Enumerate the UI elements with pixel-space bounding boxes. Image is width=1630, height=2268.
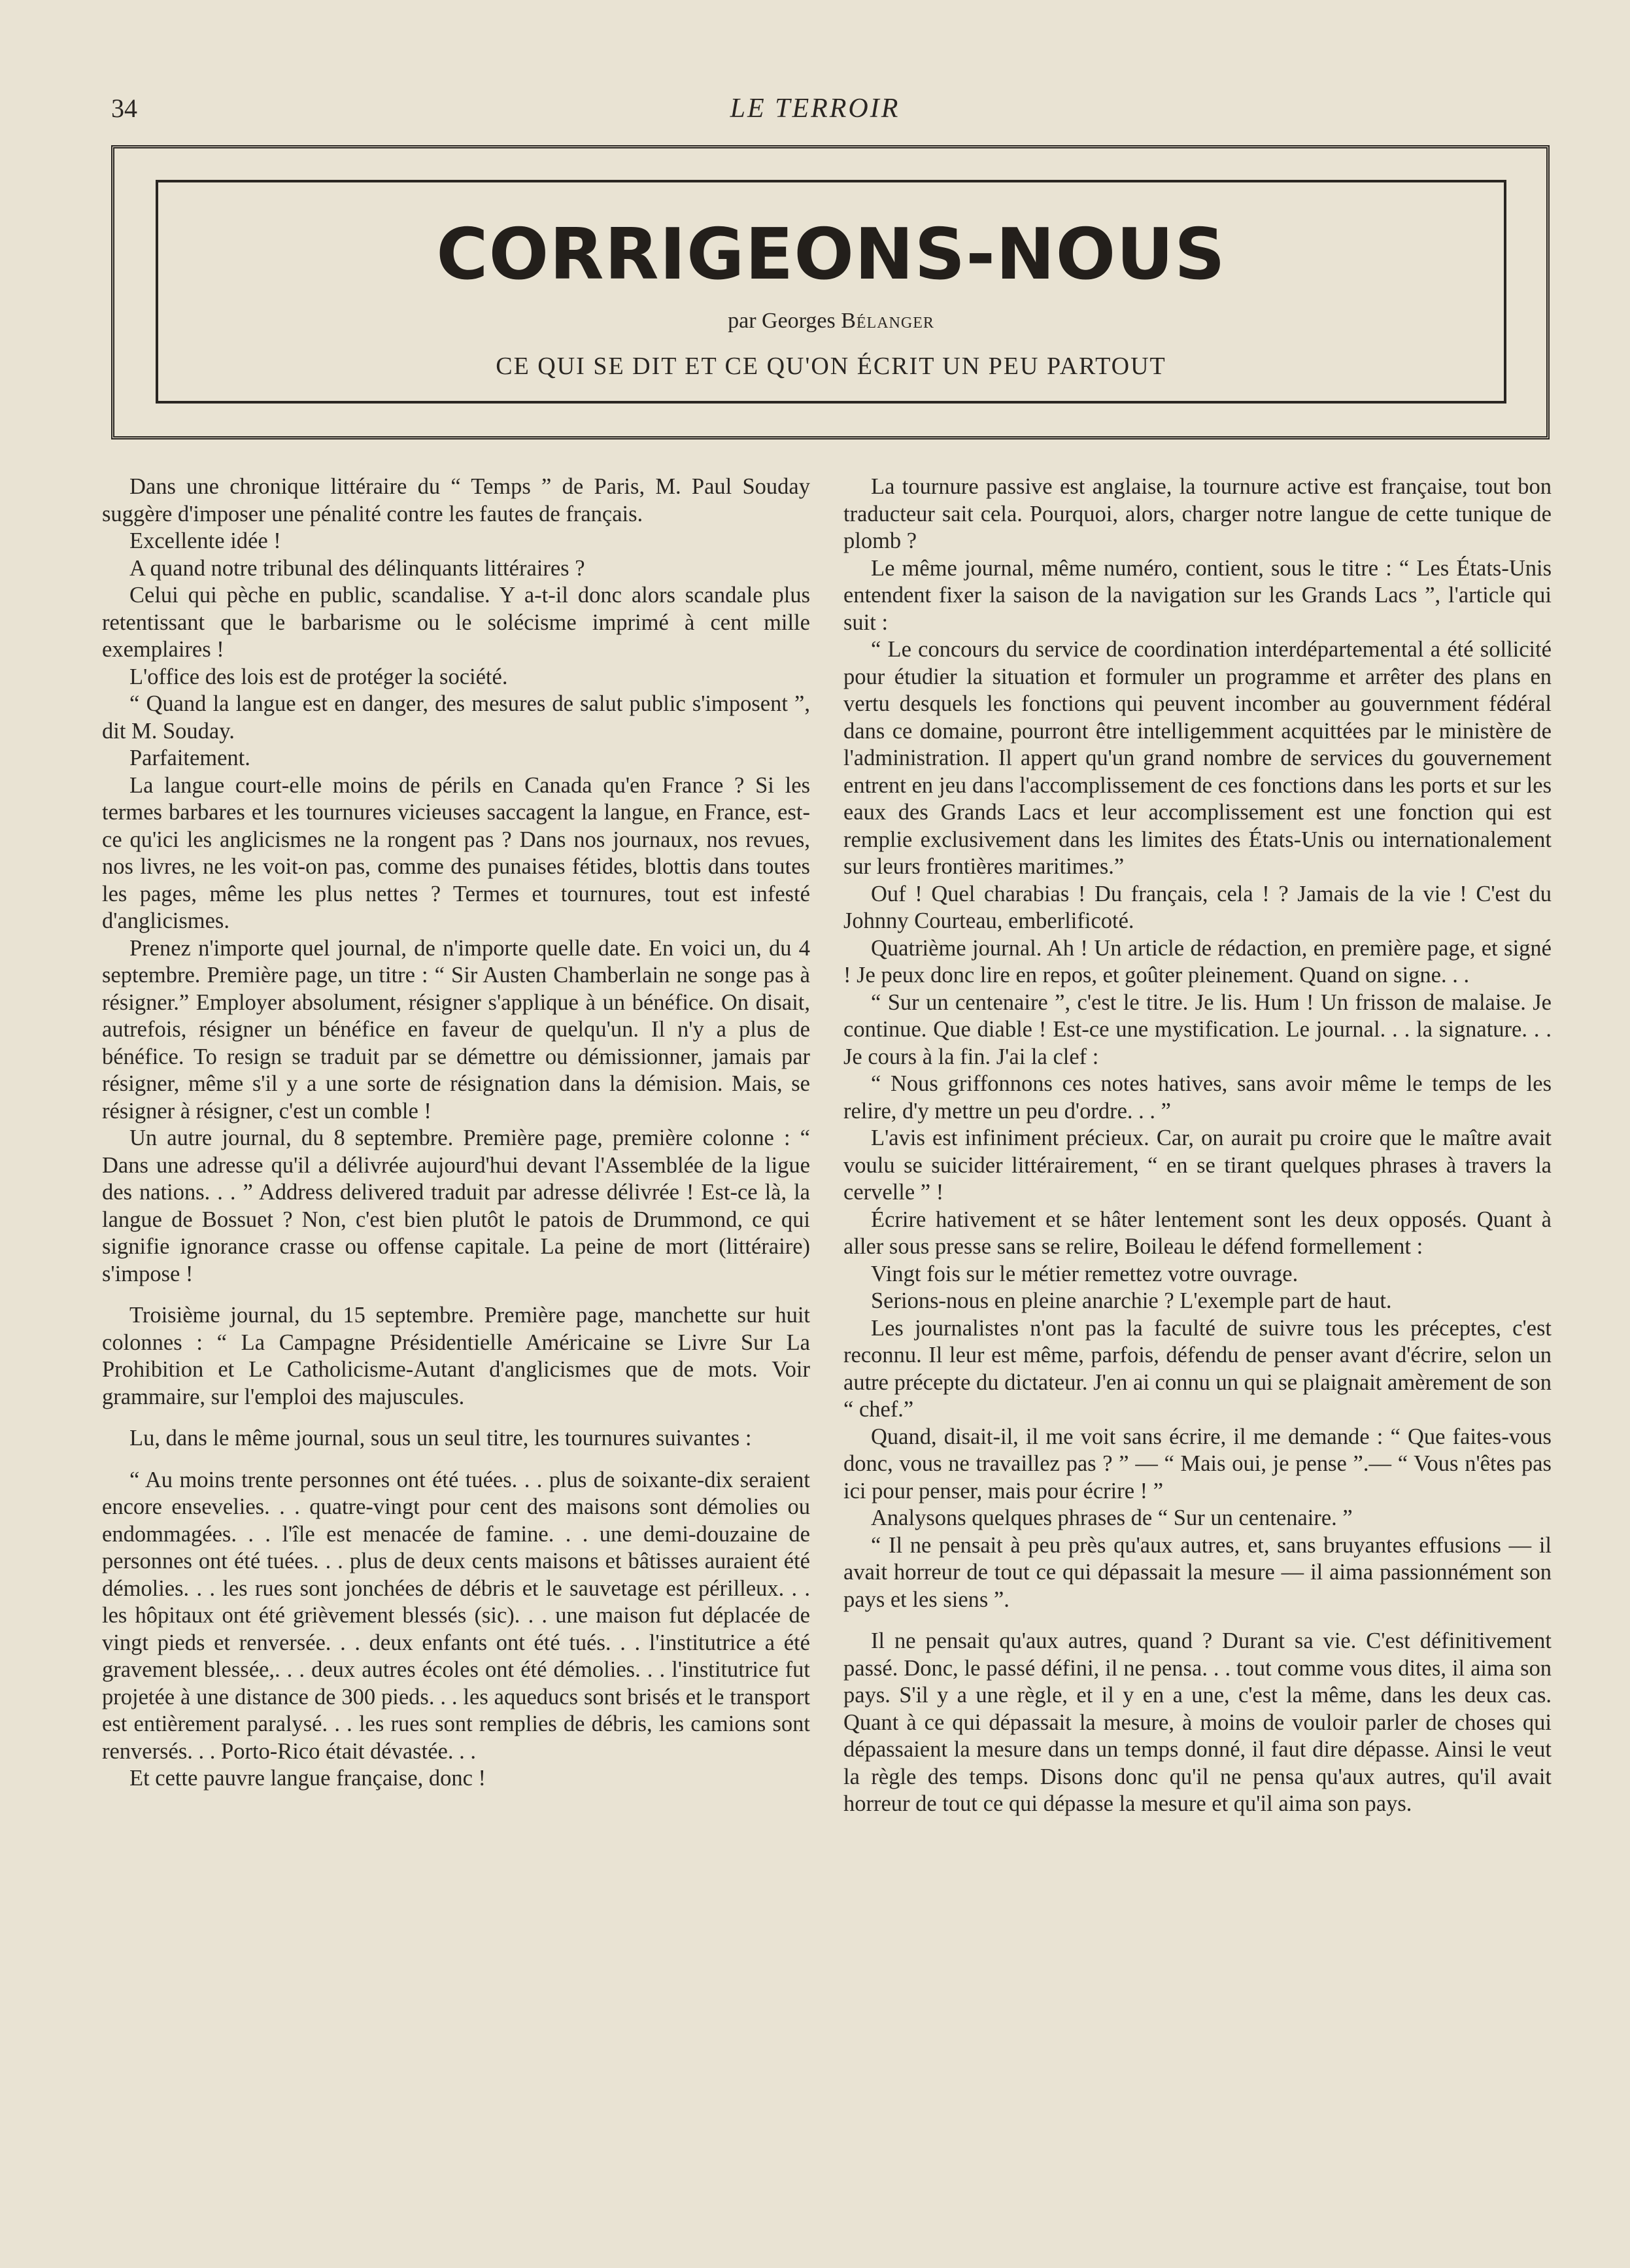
title-frame	[156, 180, 1506, 404]
paragraph: L'avis est infiniment précieux. Car, on aurait pu croire que le maître avait voulu se suicider littérairement, “ en se tirant quelques phrases à travers la cervelle ” !	[843, 1125, 1552, 1205]
article-title: CORRIGEONS-NOUS	[436, 214, 1226, 296]
paragraph: La tournure passive est anglaise, la tournure active est française, tout bon traducteur sait cela. Pourquoi, alors, charger notre langue de cette tunique de plomb ?	[843, 474, 1552, 553]
paragraph: Excellente idée !	[129, 528, 281, 553]
verse-quote: Vingt fois sur le métier remettez votre ouvrage.	[871, 1261, 1299, 1286]
paragraph: Celui qui pèche en public, scandalise. Y a-t-il donc alors scandale plus retentissant que le barbarisme ou le solécisme imprimé à cent mille exemplaires !	[102, 583, 810, 662]
quotation: “ Au moins trente personnes ont été tuées. . . plus de soixante-dix seraient encore ensevelies. . . quatre-vingt pour cent des maisons sont démolies ou endommagées. . . l'île est menacée de famine. . . une demi-douzaine de personnes ont été tuées. . . plus de deux cents maisons et bâtisses auraient été démolies. . . les rues sont jonchées de débris et le sauvetage est périlleux. . . les hôpitaux ont été grièvement blessés (sic). . . une maison fut déplacée de vingt pieds et renversée. . . deux enfants ont été tués. . . l'institutrice a été gravement blessée,. . . deux autres écoles ont été démolies. . . l'institutrice fut projetée à une distance de 300 pieds. . . les aqueducs sont brisés et le transport est entièrement paralysé. . . les rues sont remplies de débris, les camions sont renversés. . . Porto-Rico était dévastée. . .	[102, 1467, 810, 1764]
quotation: “ Il ne pensait à peu près qu'aux autres, et, sans bruyantes effusions — il avait horreur de tout ce qui dépassait la mesure — il aima passionnément son pays et les siens ”.	[843, 1532, 1552, 1612]
paragraph: Un autre journal, du 8 septembre. Première page, première colonne : “ Dans une adresse qu'il a délivrée aujourd'hui devant l'Assemblée de la ligue des nations. . . ” Address delivered traduit par adresse délivrée ! Est-ce là, la langue de Bossuet ? Non, c'est bien plutôt le patois de Drummond, ce qui signifie ignorance crasse ou offense capitale. La peine de mort (littéraire) s'impose !	[102, 1125, 810, 1286]
byline-author: Bélanger	[841, 308, 934, 333]
paragraph: “ Sur un centenaire ”, c'est le titre. Je lis. Hum ! Un frisson de malaise. Je continue. Que diable ! Est-ce une mystification. Le journal. . . la signature. . . Je cours à la fin. J'ai la clef :	[843, 989, 1552, 1069]
paragraph: Écrire hativement et se hâter lentement sont les deux opposés. Quant à aller sous presse sans se relire, Boileau le défend formellement :	[843, 1207, 1552, 1259]
paragraph: Il ne pensait qu'aux autres, quand ? Durant sa vie. C'est définitivement passé. Donc, le passé défini, il ne pensa. . . tout comme vous dites, il aima son pays. S'il y a une règle, et il y en a une, c'est la même, dans les deux cas. Quant à ce qui dépassait la mesure, à moins de vouloir parler de choses qui dépassaient la mesure dans un temps donné, il faut dire dépasse. Ainsi le veut la règle des temps. Disons donc qu'il ne pensa qu'aux autres, qu'il avait horreur de tout ce qui dépasse la mesure et qu'il aima son pays.	[843, 1628, 1552, 1816]
running-head	[111, 93, 1519, 126]
paragraph: “ Quand la langue est en danger, des mesures de salut public s'imposent ”, dit M. Souday.	[102, 691, 810, 744]
paragraph: A quand notre tribunal des délinquants littéraires ?	[129, 555, 585, 581]
left-column	[102, 473, 810, 1793]
paragraph: Parfaitement.	[129, 746, 250, 770]
byline-prefix: par Georges	[728, 308, 836, 333]
journal-title: LE TERROIR	[730, 94, 900, 124]
paragraph: Le même journal, même numéro, contient, sous le titre : “ Les États-Unis entendent fixer la saison de la navigation sur les Grands Lacs ”, l'article qui suit :	[843, 555, 1552, 635]
paragraph: L'office des lois est de protéger la société.	[129, 664, 508, 689]
paragraph: Serions-nous en pleine anarchie ? L'exemple part de haut.	[871, 1288, 1392, 1313]
right-column	[843, 473, 1552, 1818]
article-subtitle: CE QUI SE DIT ET CE QU'ON ÉCRIT UN PEU PARTOUT	[496, 352, 1166, 380]
paragraph: Ouf ! Quel charabias ! Du français, cela ! ? Jamais de la vie ! C'est du Johnny Courteau, emberlificoté.	[843, 881, 1552, 933]
page-number: 34	[111, 94, 137, 123]
paragraph: Troisième journal, du 15 septembre. Première page, manchette sur huit colonnes : “ La Campagne Présidentielle Américaine se Livre Sur La Prohibition et Le Catholicisme-Autant d'anglicismes que de mots. Voir grammaire, sur l'emploi des majuscules.	[102, 1303, 810, 1409]
paragraph: Prenez n'importe quel journal, de n'importe quelle date. En voici un, du 4 septembre. Première page, un titre : “ Sir Austen Chamberlain ne songe pas à résigner.” Employer absolument, résigner s'applique à un bénéfice. On disait, autrefois, résigner un bénéfice en faveur de quelqu'un. Il n'y a plus de bénéfice. To resign se traduit par se démettre ou démissionner, jamais par résigner, même s'il y a une sorte de résignation dans la démision. Mais, se résigner à résigner, c'est un comble !	[102, 935, 810, 1124]
paragraph: Quand, disait-il, il me voit sans écrire, il me demande : “ Que faites-vous donc, vous ne travaillez pas ? ” — “ Mais oui, je pense ”.— “ Vous n'êtes pas ici pour penser, mais pour écrire ! ”	[843, 1424, 1552, 1503]
paragraph: La langue court-elle moins de périls en Canada qu'en France ? Si les termes barbares et les tournures vicieuses saccagent la langue, en France, est-ce qu'ici les anglicismes ne la rongent pas ? Dans nos journaux, nos revues, nos livres, ne les voit-on pas, comme des punaises fétides, blottis dans toutes les pages, même les plus nettes ? Termes et tournures, tout est infesté d'anglicismes.	[102, 772, 810, 933]
paragraph: Dans une chronique littéraire du “ Temps ” de Paris, M. Paul Souday suggère d'imposer une pénalité contre les fautes de français.	[102, 474, 810, 526]
paragraph: Et cette pauvre langue française, donc !	[129, 1766, 486, 1791]
quotation: “ Le concours du service de coordination interdépartemental a été sollicité pour étudier la situation et formuler un programme et arrêter des plans en vertu desquels les fonctions qui peuvent incomber au gouvernment fédéral dans ce domaine, pourront être intelligemment acquittées par le ministère de l'administration. Il appert qu'un grand nombre de services du gouvernement entrent en jeu dans l'accomplissement de ces fonctions dans les ports et sur les eaux des Grands Lacs et leur accomplissement est une fonction qui est remplie exclusivement dans les limites des États-Unis ou internationalement sur leurs frontières maritimes.”	[843, 637, 1552, 879]
byline	[158, 309, 1504, 334]
paragraph: Les journalistes n'ont pas la faculté de suivre tous les préceptes, c'est reconnu. Il leur est même, parfois, défendu de penser avant d'écrire, selon un autre précepte du dictateur. J'en ai connu un qui se plaignait amèrement de son “ chef.”	[843, 1315, 1552, 1422]
quotation: “ Nous griffonnons ces notes hatives, sans avoir même le temps de les relire, d'y mettre un peu d'ordre. . . ”	[843, 1071, 1552, 1124]
paragraph: Quatrième journal. Ah ! Un article de rédaction, en première page, et signé ! Je peux donc lire en repos, et goûter pleinement. Quand on signe. . .	[843, 935, 1552, 988]
paragraph: Lu, dans le même journal, sous un seul titre, les tournures suivantes :	[129, 1426, 752, 1451]
paragraph: Analysons quelques phrases de “ Sur un centenaire. ”	[871, 1505, 1353, 1530]
